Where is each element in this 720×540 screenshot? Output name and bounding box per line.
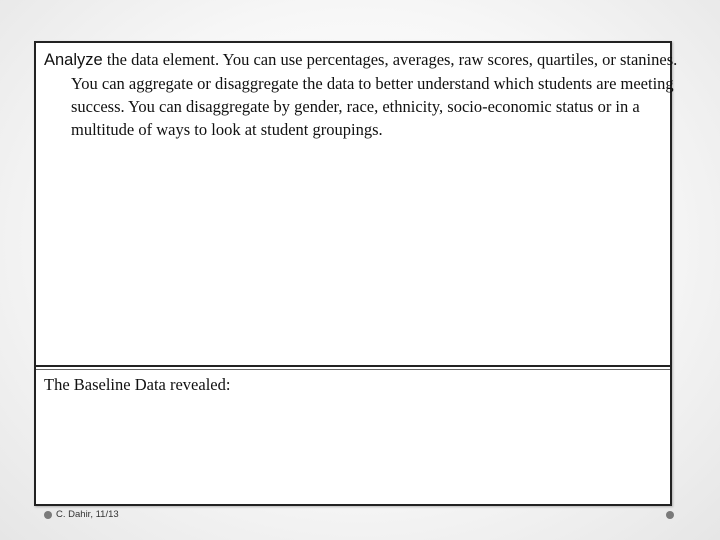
footer-credit: C. Dahir, 11/13 [56,509,119,520]
bullet-dot-icon [44,511,52,519]
baseline-box [36,370,670,504]
analysis-body-text: the data element. You can use percentages, averages, raw scores, quartiles, or stanines. You can aggregate or disaggregate the data to better understand which students are meeting success. You can disaggregate by gender, race, ethnicity, socio-economic status or in a multitude of ways to look at student groupings. [71,50,678,139]
baseline-label: The Baseline Data revealed: [44,375,231,394]
corner-dot-icon [666,511,674,519]
footer [44,509,119,520]
analysis-instructions [44,48,691,141]
analysis-box [36,43,678,367]
analysis-lead-word: Analyze [44,51,103,69]
worksheet-frame [34,41,678,506]
